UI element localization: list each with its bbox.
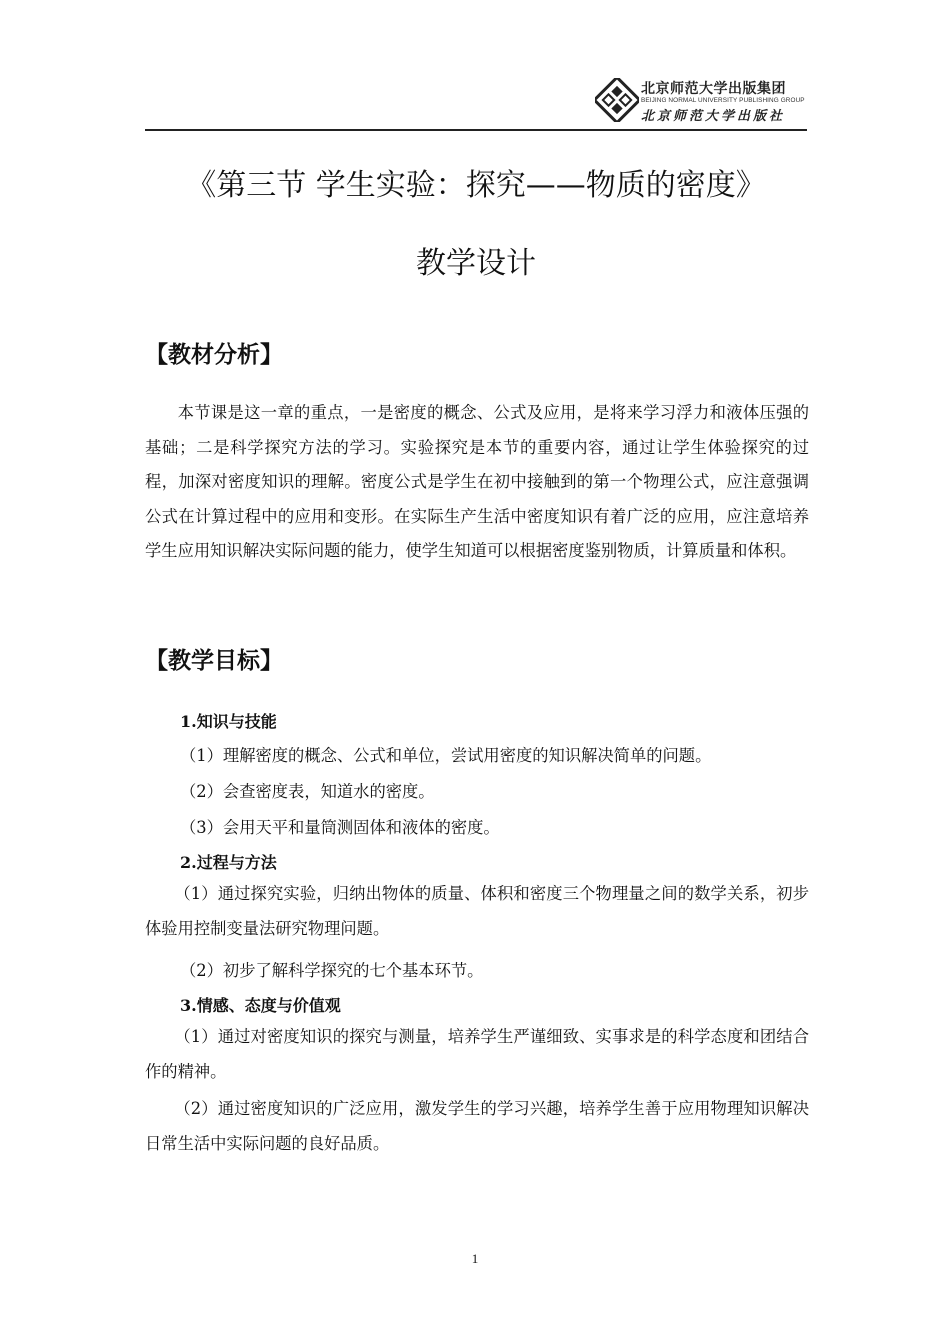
document-title: 《第三节 学生实验：探究——物质的密度》 bbox=[186, 168, 766, 203]
publisher-name-en: BEIJING NORMAL UNIVERSITY PUBLISHING GROUP bbox=[641, 97, 805, 104]
publisher-logo-icon bbox=[595, 78, 639, 122]
goal-item: （2）初步了解科学探究的七个基本环节。 bbox=[180, 961, 484, 980]
goal-item: （1）通过探究实验，归纳出物体的质量、体积和密度三个物理量之间的数学关系，初步体验用控制变量法研究物理问题。 bbox=[145, 884, 809, 938]
section-heading-teaching-goals: 【教学目标】 bbox=[145, 648, 283, 674]
goal-heading-attitude: 3.情感、态度与价值观 bbox=[180, 996, 341, 1015]
goal-item: （3）会用天平和量筒测固体和液体的密度。 bbox=[180, 818, 500, 837]
publisher-name-cn: 北京师范大学出版集团 bbox=[641, 81, 786, 97]
material-analysis-paragraph: 本节课是这一章的重点，一是密度的概念、公式及应用，是将来学习浮力和液体压强的基础；二是科学探究方法的学习。实验探究是本节的重要内容，通过让学生体验探究的过程，加深对密度知识的理解。密度公式是学生在初中接触到的第一个物理公式，应注意强调公式在计算过程中的应用和变形。在实际生产生活中密度知识有着广泛的应用，应注意培养学生应用知识解决实际问题的能力，使学生知道可以根据密度鉴别物质，计算质量和体积。 bbox=[145, 403, 809, 560]
publisher-logo bbox=[595, 76, 807, 126]
goal-item: （1）理解密度的概念、公式和单位，尝试用密度的知识解决简单的问题。 bbox=[180, 746, 712, 765]
goal-heading-knowledge: 1.知识与技能 bbox=[180, 712, 277, 731]
page-number: 1 bbox=[471, 1251, 479, 1266]
section-heading-material-analysis: 【教材分析】 bbox=[145, 342, 283, 368]
page-header bbox=[145, 70, 805, 132]
goal-item: （2）会查密度表，知道水的密度。 bbox=[180, 782, 435, 801]
document-subtitle: 教学设计 bbox=[416, 246, 536, 281]
goal-heading-process: 2.过程与方法 bbox=[180, 853, 277, 872]
header-divider bbox=[145, 129, 807, 131]
publisher-press-name: 北京师范大学出版社 bbox=[641, 109, 786, 124]
goal-item: （1）通过对密度知识的探究与测量，培养学生严谨细致、实事求是的科学态度和团结合作的精神。 bbox=[145, 1027, 809, 1081]
goal-item: （2）通过密度知识的广泛应用，激发学生的学习兴趣，培养学生善于应用物理知识解决日常生活中实际问题的良好品质。 bbox=[145, 1099, 809, 1153]
